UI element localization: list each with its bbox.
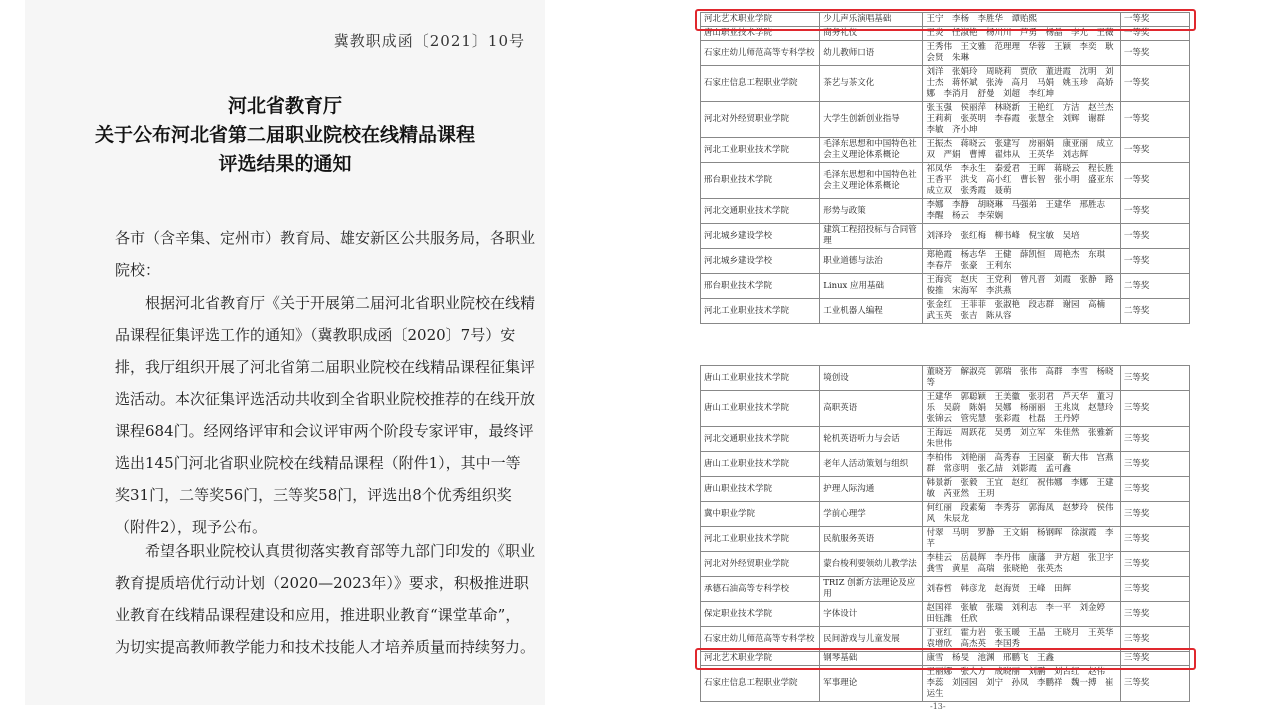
award-cell: 一等奖 (1120, 27, 1189, 41)
course-cell: 境创设 (820, 366, 923, 391)
course-cell: TRIZ 创新方法理论及应用 (820, 577, 923, 602)
body-paragraph-1: 根据河北省教育厅《关于开展第二届河北省职业院校在线精品课程征集评选工作的通知》（冀教职成函〔2020〕7号）安排，我厅组织开展了河北省第二届职业院校在线精品课程征集评选活动。本次征集评选活动共收到全省职业院校推荐的在线开放课程684门。经网络评审和会议评审两个阶段专家评审，最终评选出145门河北省职业院校在线精品课程（附件1），其中一等奖31门，二等奖56门，三等奖58门，评选出8个优秀组织奖（附件2），现予公布。 (115, 294, 536, 536)
award-cell: 三等奖 (1120, 666, 1189, 702)
course-cell: 毛泽东思想和中国特色社会主义理论体系概论 (820, 138, 923, 163)
table-row (701, 199, 1190, 224)
school-cell: 邢台职业技术学院 (701, 163, 820, 199)
course-cell: 钢琴基础 (820, 652, 923, 666)
title-line-2: 关于公布河北省第二届职业院校在线精品课程 (94, 124, 475, 146)
members-cell: 王建华 郭聪颖 王美徽 张羽君 芦天华 董习乐 吴蔚 陈娟 吴娜 杨丽丽 王兆岚 赵慧玲 张锦云 管宪慧 张彩霞 杜磊 王丹婷 (923, 391, 1120, 427)
members-cell: 王宁 李杨 李胜华 谭贻熙 (923, 13, 1120, 27)
members-cell: 王秀伟 王文雅 范理理 华蓉 王颖 李奕 耿会贤 朱琳 (923, 41, 1120, 66)
school-cell: 唐山工业职业技术学院 (701, 391, 820, 427)
members-cell: 王海远 周跃花 吴勇 刘立军 朱佳然 张雅新 朱世伟 (923, 427, 1120, 452)
course-cell: 幼儿教师口语 (820, 41, 923, 66)
course-cell: Linux 应用基础 (820, 274, 923, 299)
notice-title (25, 92, 545, 179)
course-cell: 学前心理学 (820, 502, 923, 527)
table-row (701, 391, 1190, 427)
school-cell: 河北工业职业技术学院 (701, 138, 820, 163)
school-cell: 邢台职业技术学院 (701, 274, 820, 299)
school-cell: 河北艺术职业学院 (701, 652, 820, 666)
school-cell: 唐山职业技术学院 (701, 27, 820, 41)
school-cell: 河北对外经贸职业学院 (701, 552, 820, 577)
school-cell: 唐山工业职业技术学院 (701, 366, 820, 391)
table-row (701, 666, 1190, 702)
award-cell: 三等奖 (1120, 602, 1189, 627)
table-row (701, 41, 1190, 66)
title-line-3: 评选结果的通知 (218, 153, 352, 175)
award-cell: 一等奖 (1120, 224, 1189, 249)
members-cell: 韩景新 张毅 王宜 赵红 祝伟娜 李娜 王建敏 芮亚然 王玥 (923, 477, 1120, 502)
course-cell: 毛泽东思想和中国特色社会主义理论体系概论 (820, 163, 923, 199)
members-cell: 刘泽玲 张红梅 柳书峰 倪宝敏 吴培 (923, 224, 1120, 249)
award-cell: 一等奖 (1120, 249, 1189, 274)
table-row (701, 602, 1190, 627)
members-cell: 王海宾 赵庆 王党利 曾凡晋 刘霞 张静 路俊推 宋海军 李洪燕 (923, 274, 1120, 299)
members-cell: 付翠 马明 罗静 王文娟 杨钢晖 徐淑霞 李芊 (923, 527, 1120, 552)
course-cell: 少儿声乐演唱基础 (820, 13, 923, 27)
award-cell: 三等奖 (1120, 527, 1189, 552)
table-row (701, 552, 1190, 577)
course-cell: 护理人际沟通 (820, 477, 923, 502)
school-cell: 河北艺术职业学院 (701, 13, 820, 27)
award-cell: 二等奖 (1120, 299, 1189, 324)
table-row (701, 224, 1190, 249)
members-cell: 何红丽 段素菊 李秀芬 郭海凤 赵梦玲 侯伟风 朱辰龙 (923, 502, 1120, 527)
course-cell: 蒙台梭利要领幼儿教学法 (820, 552, 923, 577)
members-cell: 张金红 王菲菲 张淑艳 段志群 谢园 高楠 武玉英 张吉 陈从容 (923, 299, 1120, 324)
body-paragraph-2: 希望各职业院校认真贯彻落实教育部等九部门印发的《职业教育提质培优行动计划（2020—2023年）》要求，积极推进职业教育在线精品课程建设和应用，推进职业教育“课堂革命”，为切实提高教师教学能力和技术技能人才培养质量而持续努力。 (115, 542, 536, 656)
award-cell: 一等奖 (1120, 13, 1189, 27)
school-cell: 河北工业职业技术学院 (701, 299, 820, 324)
school-cell: 保定职业技术学院 (701, 602, 820, 627)
members-cell: 刘春哲 韩彦龙 赵海贤 王峰 田辉 (923, 577, 1120, 602)
table-row (701, 452, 1190, 477)
course-cell: 职业道德与法治 (820, 249, 923, 274)
award-cell: 三等奖 (1120, 552, 1189, 577)
award-cell: 三等奖 (1120, 452, 1189, 477)
results-pages (700, 0, 1190, 720)
table-row (701, 249, 1190, 274)
course-cell: 商务礼仪 (820, 27, 923, 41)
award-cell: 一等奖 (1120, 138, 1189, 163)
results-table-bottom (700, 365, 1190, 702)
award-cell: 一等奖 (1120, 41, 1189, 66)
school-cell: 河北工业职业技术学院 (701, 527, 820, 552)
members-cell: 郑艳霞 杨志华 王健 薛凯恒 周艳杰 东琪 李春芹 张豪 王利东 (923, 249, 1120, 274)
table-row (701, 577, 1190, 602)
members-cell: 丁亚红 霍力岩 张玉暖 王晶 王晓月 王英华 袁增欣 高杰英 李国秀 (923, 627, 1120, 652)
members-cell: 张玉强 侯丽萍 林晓新 王艳红 方洁 赵兰杰 王莉莉 张英明 李春霞 张慧全 刘辉 谢群 李敏 齐小坤 (923, 102, 1120, 138)
award-cell: 二等奖 (1120, 274, 1189, 299)
members-cell: 康雪 杨旻 池渊 邢鹏飞 王鑫 (923, 652, 1120, 666)
school-cell: 河北城乡建设学校 (701, 224, 820, 249)
award-cell: 一等奖 (1120, 199, 1189, 224)
award-cell: 一等奖 (1120, 163, 1189, 199)
course-cell: 军事理论 (820, 666, 923, 702)
course-cell: 茶艺与茶文化 (820, 66, 923, 102)
table-row (701, 427, 1190, 452)
results-table-top (700, 12, 1190, 324)
members-cell: 王振杰 蒋晓云 张建写 房丽娟 康亚丽 成立双 严娟 曹博 翟炜从 王英华 刘志辉 (923, 138, 1120, 163)
members-cell: 赵国祥 张敏 张瑞 刘利志 李一平 刘金婷 田钰潍 任欣 (923, 602, 1120, 627)
table-row (701, 27, 1190, 41)
table-row (701, 477, 1190, 502)
award-cell: 三等奖 (1120, 477, 1189, 502)
award-cell: 三等奖 (1120, 652, 1189, 666)
members-cell: 刘洋 张娟玲 周晓莉 贾欣 董进霞 沈明 刘士杰 蒋怀斌 张涛 高月 马娟 姚玉珍 高娇娜 李消月 舒曼 刘超 李红坤 (923, 66, 1120, 102)
recipients-line: 各市（含辛集、定州市）教育局、雄安新区公共服务局，各职业院校： (115, 229, 536, 279)
school-cell: 河北城乡建设学校 (701, 249, 820, 274)
course-cell: 轮机英语听力与会话 (820, 427, 923, 452)
school-cell: 河北交通职业技术学院 (701, 427, 820, 452)
school-cell: 石家庄幼儿师范高等专科学校 (701, 627, 820, 652)
table-row (701, 502, 1190, 527)
course-cell: 工业机器人编程 (820, 299, 923, 324)
notice-page (25, 0, 545, 705)
members-cell: 李娜 李静 胡晓琳 马强弟 王建华 邢胜志 李醒 杨云 李荣娴 (923, 199, 1120, 224)
table-row (701, 163, 1190, 199)
school-cell: 河北对外经贸职业学院 (701, 102, 820, 138)
members-cell: 李桂云 岳晨辉 李丹伟 康藩 尹方超 张卫宇 龚雪 黄星 高瑞 张晓艳 张英杰 (923, 552, 1120, 577)
table-row (701, 138, 1190, 163)
table-row (701, 274, 1190, 299)
award-cell: 三等奖 (1120, 502, 1189, 527)
course-cell: 大学生创新创业指导 (820, 102, 923, 138)
course-cell: 建筑工程招投标与合同管理 (820, 224, 923, 249)
members-cell: 王炎 任淑艳 杨川川 芦勇 杨晶 李允 王薇 (923, 27, 1120, 41)
school-cell: 承德石油高等专科学校 (701, 577, 820, 602)
members-cell: 李柏伟 刘艳丽 高秀春 王园豪 靳大伟 宫燕群 常彦明 张乙喆 刘影霞 孟可鑫 (923, 452, 1120, 477)
page-number: -13- (930, 702, 946, 711)
course-cell: 高职英语 (820, 391, 923, 427)
table-row (701, 299, 1190, 324)
award-cell: 三等奖 (1120, 366, 1189, 391)
course-cell: 字体设计 (820, 602, 923, 627)
course-cell: 形势与政策 (820, 199, 923, 224)
members-cell: 董晓芳 解淑亮 郭瑞 张伟 高群 李雪 杨晓等 (923, 366, 1120, 391)
award-cell: 三等奖 (1120, 577, 1189, 602)
school-cell: 石家庄幼儿师范高等专科学校 (701, 41, 820, 66)
course-cell: 民间游戏与儿童发展 (820, 627, 923, 652)
table-row (701, 627, 1190, 652)
award-cell: 一等奖 (1120, 102, 1189, 138)
table-row (701, 652, 1190, 666)
document-number: 冀教职成函〔2021〕10号 (333, 32, 525, 50)
award-cell: 三等奖 (1120, 427, 1189, 452)
award-cell: 一等奖 (1120, 66, 1189, 102)
table-row (701, 102, 1190, 138)
school-cell: 石家庄信息工程职业学院 (701, 666, 820, 702)
school-cell: 河北交通职业技术学院 (701, 199, 820, 224)
course-cell: 老年人活动策划与组织 (820, 452, 923, 477)
table-row (701, 366, 1190, 391)
members-cell: 祁凤华 李永生 秦爱君 王晖 蒋晓云 程长胜 王香平 洪戈 高小红 曹长智 张小明 盛亚东 成立双 张秀霞 聂萌 (923, 163, 1120, 199)
title-line-1: 河北省教育厅 (227, 95, 342, 117)
course-cell: 民航服务英语 (820, 527, 923, 552)
table-row (701, 13, 1190, 27)
award-cell: 三等奖 (1120, 391, 1189, 427)
school-cell: 冀中职业学院 (701, 502, 820, 527)
school-cell: 石家庄信息工程职业学院 (701, 66, 820, 102)
award-cell: 三等奖 (1120, 627, 1189, 652)
members-cell: 王丽娜 张大方 成晓丽 刘鹏 刘占红 赵伟 李蕊 刘园园 刘宁 孙凤 李鹏祥 魏一搏 崔运生 (923, 666, 1120, 702)
table-row (701, 66, 1190, 102)
school-cell: 唐山工业职业技术学院 (701, 452, 820, 477)
table-row (701, 527, 1190, 552)
school-cell: 唐山职业技术学院 (701, 477, 820, 502)
